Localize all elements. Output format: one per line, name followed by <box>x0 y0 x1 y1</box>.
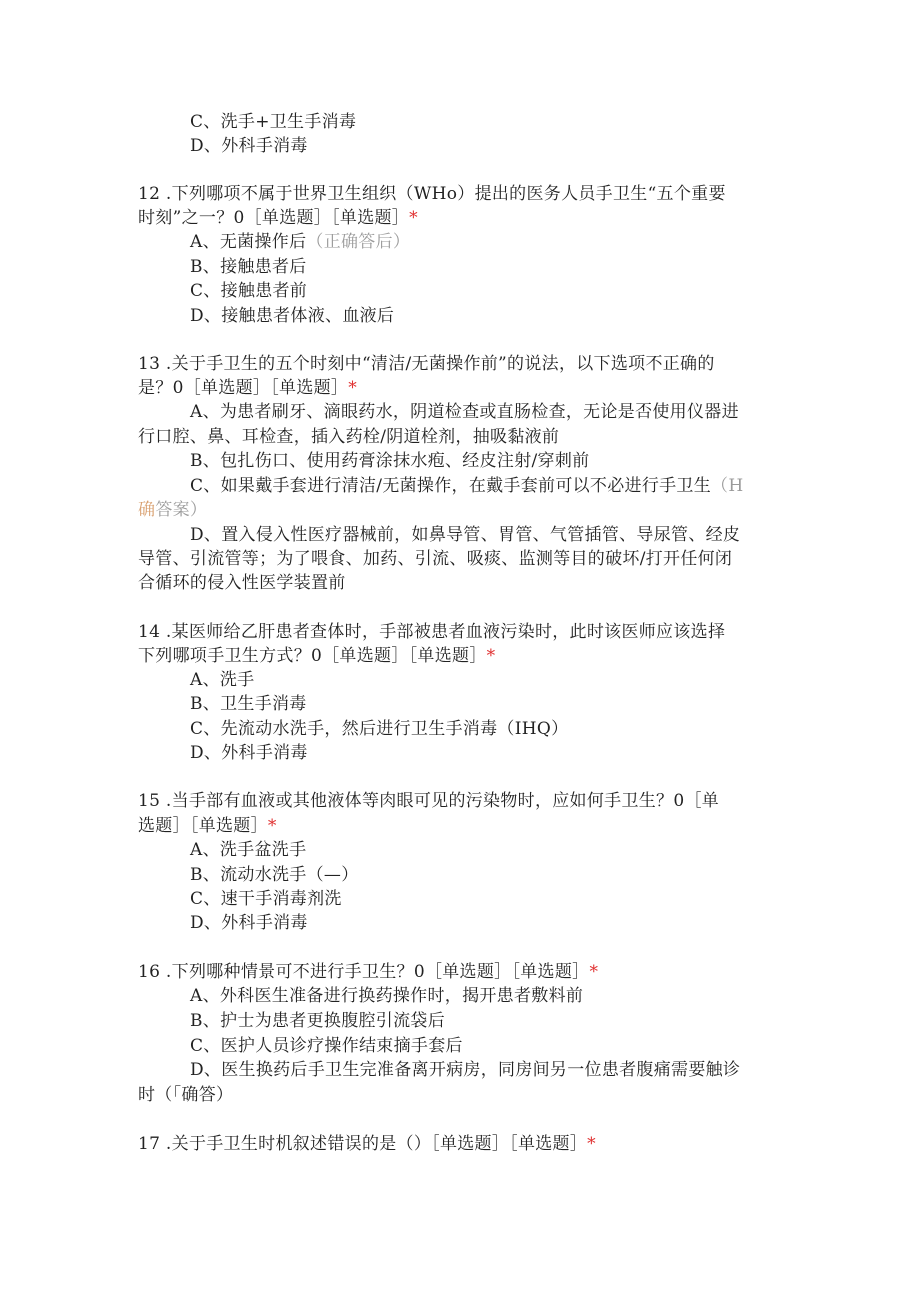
question-text-line <box>138 183 726 205</box>
required-asterisk: * <box>587 1134 596 1154</box>
line-text: C、如果戴手套进行清洁/无菌操作，在戴手套前可以不必进行手卫生 <box>190 476 712 496</box>
answer-option-line <box>190 1059 740 1081</box>
question-text-line <box>138 961 598 983</box>
answer-annotation: 确 <box>138 500 156 520</box>
answer-option-line <box>190 669 254 691</box>
line-text: 17 .关于手卫生时机叙述错误的是（）［单选题］［单选题］ <box>138 1134 588 1154</box>
answer-option-line <box>190 888 342 910</box>
question-text-line <box>138 548 732 570</box>
line-text: 下列哪项手卫生方式？0［单选题］［单选题］ <box>138 646 487 666</box>
answer-option-line <box>190 256 307 278</box>
line-text: D、置入侵入性医疗器械前，如鼻导管、胃管、气管插管、导尿管、经皮 <box>190 525 741 545</box>
question-text-line <box>138 572 346 594</box>
line-text: 选题］［单选题］ <box>138 816 268 836</box>
line-text: A、洗手盆洗手 <box>190 840 307 860</box>
line-text: A、外科医生准备进行换药操作时，揭开患者敷料前 <box>190 986 584 1006</box>
question-text-line <box>138 645 495 667</box>
line-text: B、流动水洗手（—） <box>190 865 359 885</box>
line-text: C、先流动水洗手，然后进行卫生手消毒（IHQ） <box>190 719 569 739</box>
line-text: D、接触患者体液、血液后 <box>190 306 395 326</box>
line-text: 13 .关于手卫生的五个时刻中“清洁/无菌操作前”的说法，以下选项不正确的 <box>138 354 715 374</box>
answer-option-line <box>190 985 583 1007</box>
answer-annotation: （H <box>711 476 744 496</box>
line-text: D、外科手消毒 <box>190 913 308 933</box>
line-text: 导管、引流管等；为了喂食、加药、引流、吸痰、监测等目的破坏/打开任何闭 <box>138 549 733 569</box>
answer-option-line <box>190 1010 445 1032</box>
line-text: 15 .当手部有血液或其他液体等肉眼可见的污染物时，应如何手卫生？0［单 <box>138 791 720 811</box>
question-text-line <box>138 377 357 399</box>
question-text-line <box>138 815 277 837</box>
line-text: C、速干手消毒剂洗 <box>190 889 342 909</box>
answer-option-line <box>190 111 356 133</box>
line-text: D、外科手消毒 <box>190 743 308 763</box>
answer-option-line <box>190 450 589 472</box>
question-text-line <box>138 1084 233 1106</box>
line-text: D、医生换药后手卫生完准备离开病房，同房间另一位患者腹痛需要触诊 <box>190 1060 741 1080</box>
answer-option-line <box>190 524 740 546</box>
line-text: B、接触患者后 <box>190 257 307 277</box>
line-text: 是？0［单选题］［单选题］ <box>138 378 349 398</box>
question-text-line <box>138 790 719 812</box>
line-text: C、医护人员诊疗操作结束摘手套后 <box>190 1036 463 1056</box>
line-text: C、洗手+卫生手消毒 <box>190 112 357 132</box>
question-text-line <box>138 207 418 229</box>
line-text: 行口腔、鼻、耳检查，插入药栓/阴道栓剂，抽吸黏液前 <box>138 427 560 447</box>
answer-option-line <box>190 742 308 764</box>
line-text: 14 .某医师给乙肝患者查体时，手部被患者血液污染时，此时该医师应该选择 <box>138 622 726 642</box>
line-text: A、洗手 <box>190 670 255 690</box>
line-text: B、卫生手消毒 <box>190 694 307 714</box>
question-text-line <box>138 426 559 448</box>
line-text: 时（「确答） <box>138 1085 234 1105</box>
question-text-line <box>138 621 725 643</box>
answer-option-line <box>190 305 394 327</box>
required-asterisk: * <box>267 816 277 836</box>
question-text-line <box>138 353 715 375</box>
answer-option-line <box>190 912 308 934</box>
line-text: 16 .下列哪种情景可不进行手卫生？0［单选题］［单选题］ <box>138 962 590 982</box>
answer-annotation: （正确答后） <box>306 232 411 252</box>
answer-option-line <box>190 280 307 302</box>
answer-option-line <box>190 475 743 497</box>
line-text: B、包扎伤口、使用药膏涂抹水疱、经皮注射/穿刺前 <box>190 451 590 471</box>
question-text-line <box>138 499 207 521</box>
answer-option-line <box>190 1035 463 1057</box>
answer-option-line <box>190 864 359 886</box>
answer-annotation: 答案） <box>155 500 208 520</box>
line-text: A、无菌操作后 <box>190 232 307 252</box>
answer-option-line <box>190 231 410 253</box>
answer-option-line <box>190 839 306 861</box>
line-text: 时刻”之一？0［单选题］［单选题］ <box>138 208 410 228</box>
required-asterisk: * <box>348 378 358 398</box>
question-text-line <box>138 1133 596 1155</box>
answer-option-line <box>190 718 568 740</box>
answer-option-line <box>190 693 307 715</box>
line-text: 合循环的侵入性医学装置前 <box>138 573 346 593</box>
line-text: D、外科手消毒 <box>190 136 308 156</box>
required-asterisk: * <box>486 646 496 666</box>
required-asterisk: * <box>589 962 599 982</box>
required-asterisk: * <box>409 208 418 228</box>
answer-option-line <box>190 135 308 157</box>
line-text: C、接触患者前 <box>190 281 308 301</box>
line-text: B、护士为患者更换腹腔引流袋后 <box>190 1011 445 1031</box>
line-text: 12 .下列哪项不属于世界卫生组织（WHo）提出的医务人员手卫生“五个重要 <box>138 184 726 204</box>
answer-option-line <box>190 401 739 423</box>
line-text: A、为患者刷牙、滴眼药水，阴道检查或直肠检查，无论是否使用仪器进 <box>190 402 739 422</box>
